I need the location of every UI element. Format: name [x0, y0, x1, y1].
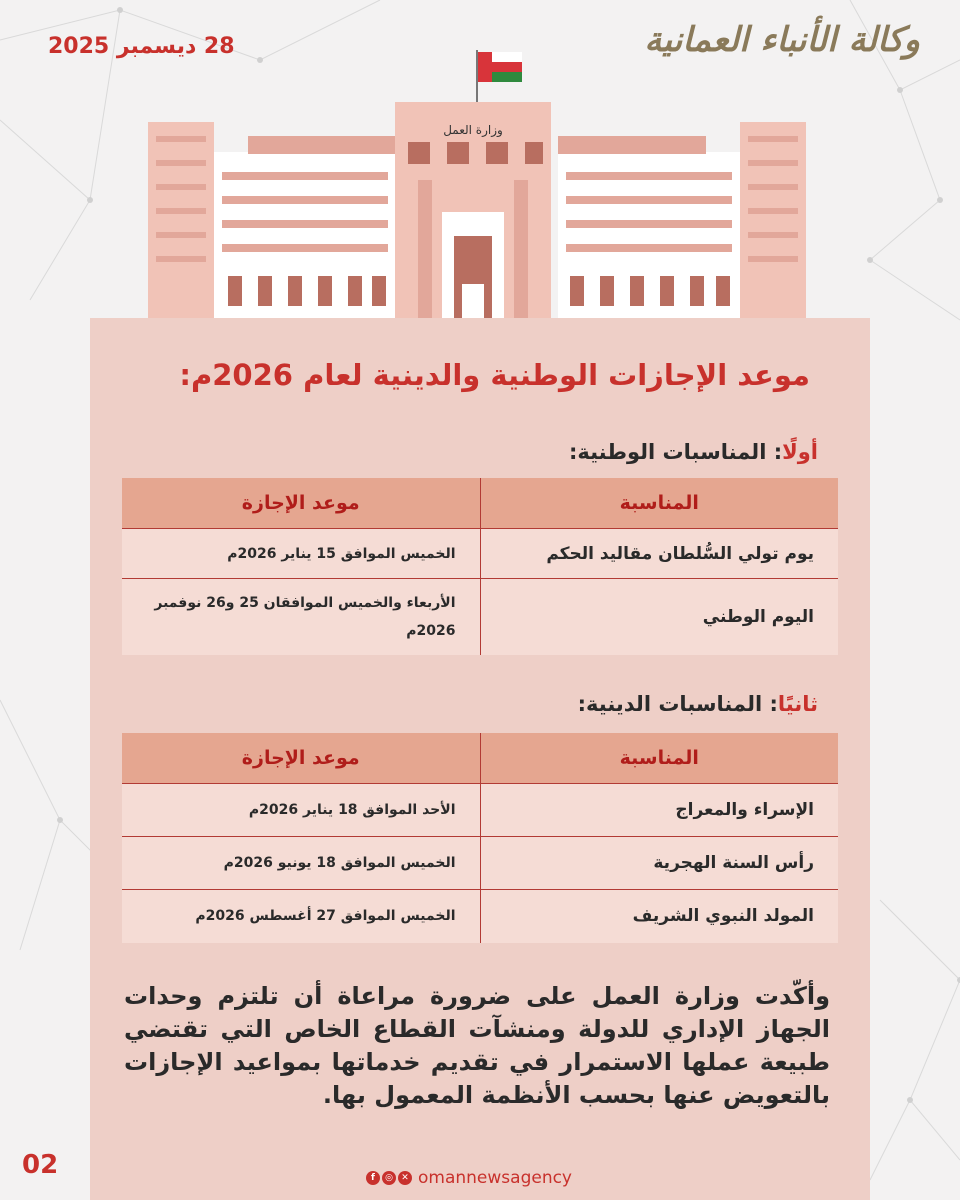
event-cell: يوم تولي السُّلطان مقاليد الحكم — [480, 529, 838, 579]
religious-section-title — [578, 692, 818, 716]
religious-holidays-table — [122, 733, 838, 943]
event-cell: رأس السنة الهجرية — [480, 837, 838, 890]
religious-section-rest: : المناسبات الدينية: — [577, 692, 778, 716]
religious-header-date: موعد الإجازة — [122, 733, 480, 784]
national-header-date: موعد الإجازة — [122, 478, 480, 529]
building-sign: وزارة العمل — [443, 123, 503, 137]
event-cell: اليوم الوطني — [480, 579, 838, 655]
date-cell: الأحد الموافق 18 يناير 2026م — [122, 784, 480, 837]
date-cell: الخميس الموافق 18 يونيو 2026م — [122, 837, 480, 890]
holidays-card — [90, 318, 870, 1200]
agency-logo: وكالة الأنباء العمانية — [644, 20, 920, 60]
national-header-event: المناسبة — [480, 478, 838, 529]
instagram-icon[interactable]: ◎ — [382, 1171, 396, 1185]
religious-section-lead: ثانيًا — [777, 692, 818, 716]
table-row — [122, 837, 838, 890]
publish-date: 28 ديسمبر 2025 — [48, 34, 235, 59]
table-row — [122, 890, 838, 943]
x-icon[interactable]: ✕ — [398, 1171, 412, 1185]
social-handle[interactable]: omannewsagency — [418, 1168, 572, 1188]
national-section-title — [569, 440, 818, 464]
facebook-icon[interactable]: f — [366, 1171, 380, 1185]
event-cell: الإسراء والمعراج — [480, 784, 838, 837]
table-row — [122, 529, 838, 579]
main-title: موعد الإجازات الوطنية والدينية لعام 2026م: — [179, 358, 810, 392]
ministry-building-illustration — [140, 40, 820, 320]
religious-header-event: المناسبة — [480, 733, 838, 784]
national-section-rest: : المناسبات الوطنية: — [568, 440, 783, 464]
page-number: 02 — [22, 1150, 59, 1180]
date-cell: الأربعاء والخميس الموافقان 25 و26 نوفمبر 2026م — [122, 579, 480, 655]
national-holidays-table — [122, 478, 838, 655]
table-row — [122, 784, 838, 837]
national-section-lead: أولًا — [782, 440, 818, 464]
date-cell: الخميس الموافق 15 يناير 2026م — [122, 529, 480, 579]
date-cell: الخميس الموافق 27 أغسطس 2026م — [122, 890, 480, 943]
event-cell: المولد النبوي الشريف — [480, 890, 838, 943]
table-row — [122, 579, 838, 655]
statement-paragraph: وأكّدت وزارة العمل على ضرورة مراعاة أن تلتزم وحدات الجهاز الإداري للدولة ومنشآت القطاع الخاص التي تقتضي طبيعة عملها الاستمرار في تقديم خدماتها بمواعيد الإجازات بالتعويض عنها بحسب الأنظمة المعمول بها. — [124, 982, 830, 1109]
social-footer — [366, 1168, 572, 1188]
